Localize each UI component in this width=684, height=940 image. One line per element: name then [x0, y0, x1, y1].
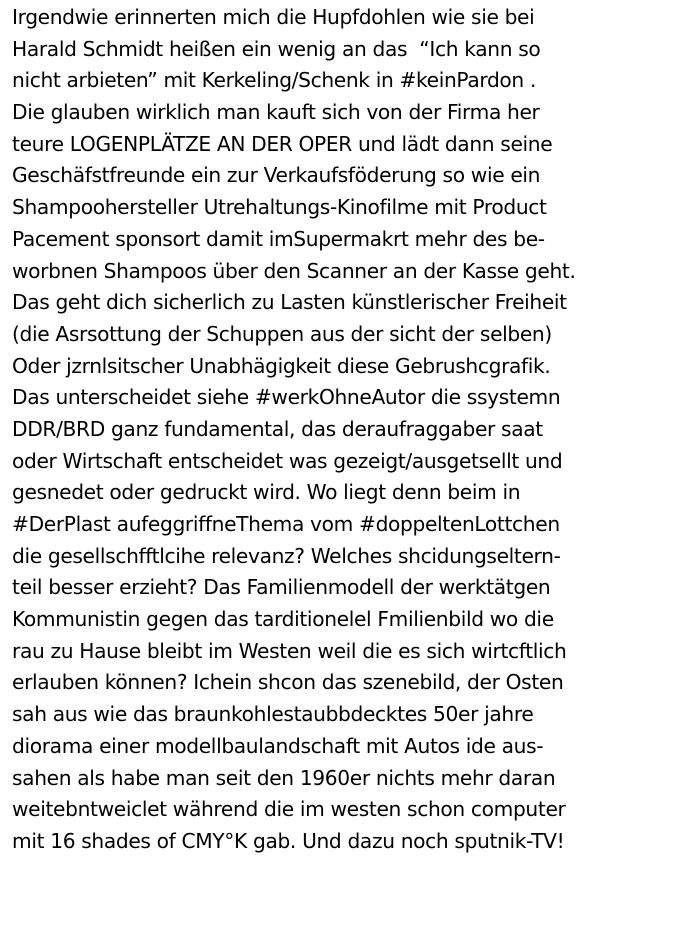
text-line: Geschäfstfreunde ein zur Verkaufsföderung so wie ein: [12, 163, 541, 188]
text-line: teil besser erzieht? Das Familienmodell der werktätgen: [12, 575, 551, 600]
text-line: Kommunistin gegen das tarditionelel Fmilienbild wo die: [12, 607, 554, 632]
text-line: die gesellschfftlcihe relevanz? Welches shcidungseltern-: [12, 543, 561, 568]
text-line: Oder jzrnlsitscher Unabhägigkeit diese Gebrushcgrafik.: [12, 353, 551, 378]
text-line: Pacement sponsort damit imSupermakrt mehr des be-: [12, 226, 545, 251]
text-line: (die Asrsottung der Schuppen aus der sicht der selben): [12, 321, 552, 346]
text-line: mit 16 shades of CMY°K gab. Und dazu noch sputnik-TV!: [12, 828, 565, 853]
text-line: Harald Schmidt heißen ein wenig an das “Ich kann so: [12, 36, 541, 61]
text-line: DDR/BRD ganz fundamental, das deraufraggaber saat: [12, 416, 543, 441]
text-line: erlauben können? Ichein shcon das szenebild, der Osten: [12, 670, 564, 695]
text-line: Das unterscheidet siehe #werkOhneAutor die ssystemn: [12, 385, 561, 410]
text-line: diorama einer modellbaulandschaft mit Autos ide aus-: [12, 733, 544, 758]
text-line: Das geht dich sicherlich zu Lasten künstlerischer Freiheit: [12, 290, 567, 315]
text-line: teure LOGENPLÄTZE AN DER OPER und lädt dann seine: [12, 131, 553, 156]
text-line: nicht arbieten” mit Kerkeling/Schenk in #keinPardon .: [12, 68, 537, 93]
text-line: gesnedet oder gedruckt wird. Wo liegt denn beim in: [12, 480, 521, 505]
text-line: sahen als habe man seit den 1960er nichts mehr daran: [12, 765, 556, 790]
text-line: sah aus wie das braunkohlestaubbdecktes 50er jahre: [12, 702, 534, 727]
text-line: Die glauben wirklich man kauft sich von der Firma her: [12, 100, 540, 125]
body-text: [12, 2, 680, 858]
text-line: weitebntweiclet während die im westen schon computer: [12, 797, 566, 822]
text-line: rau zu Hause bleibt im Westen weil die es sich wirtcftlich: [12, 638, 567, 663]
text-line: oder Wirtschaft entscheidet was gezeigt/ausgetsellt und: [12, 448, 563, 473]
text-line: #DerPlast aufeggriffneThema vom #doppeltenLottchen: [12, 512, 560, 536]
text-line: Irgendwie erinnerten mich die Hupfdohlen wie sie bei: [12, 5, 535, 29]
text-line: Shampoohersteller Utrehaltungs-Kinofilme mit Product: [12, 195, 547, 220]
text-line: worbnen Shampoos über den Scanner an der Kasse geht.: [12, 258, 576, 283]
